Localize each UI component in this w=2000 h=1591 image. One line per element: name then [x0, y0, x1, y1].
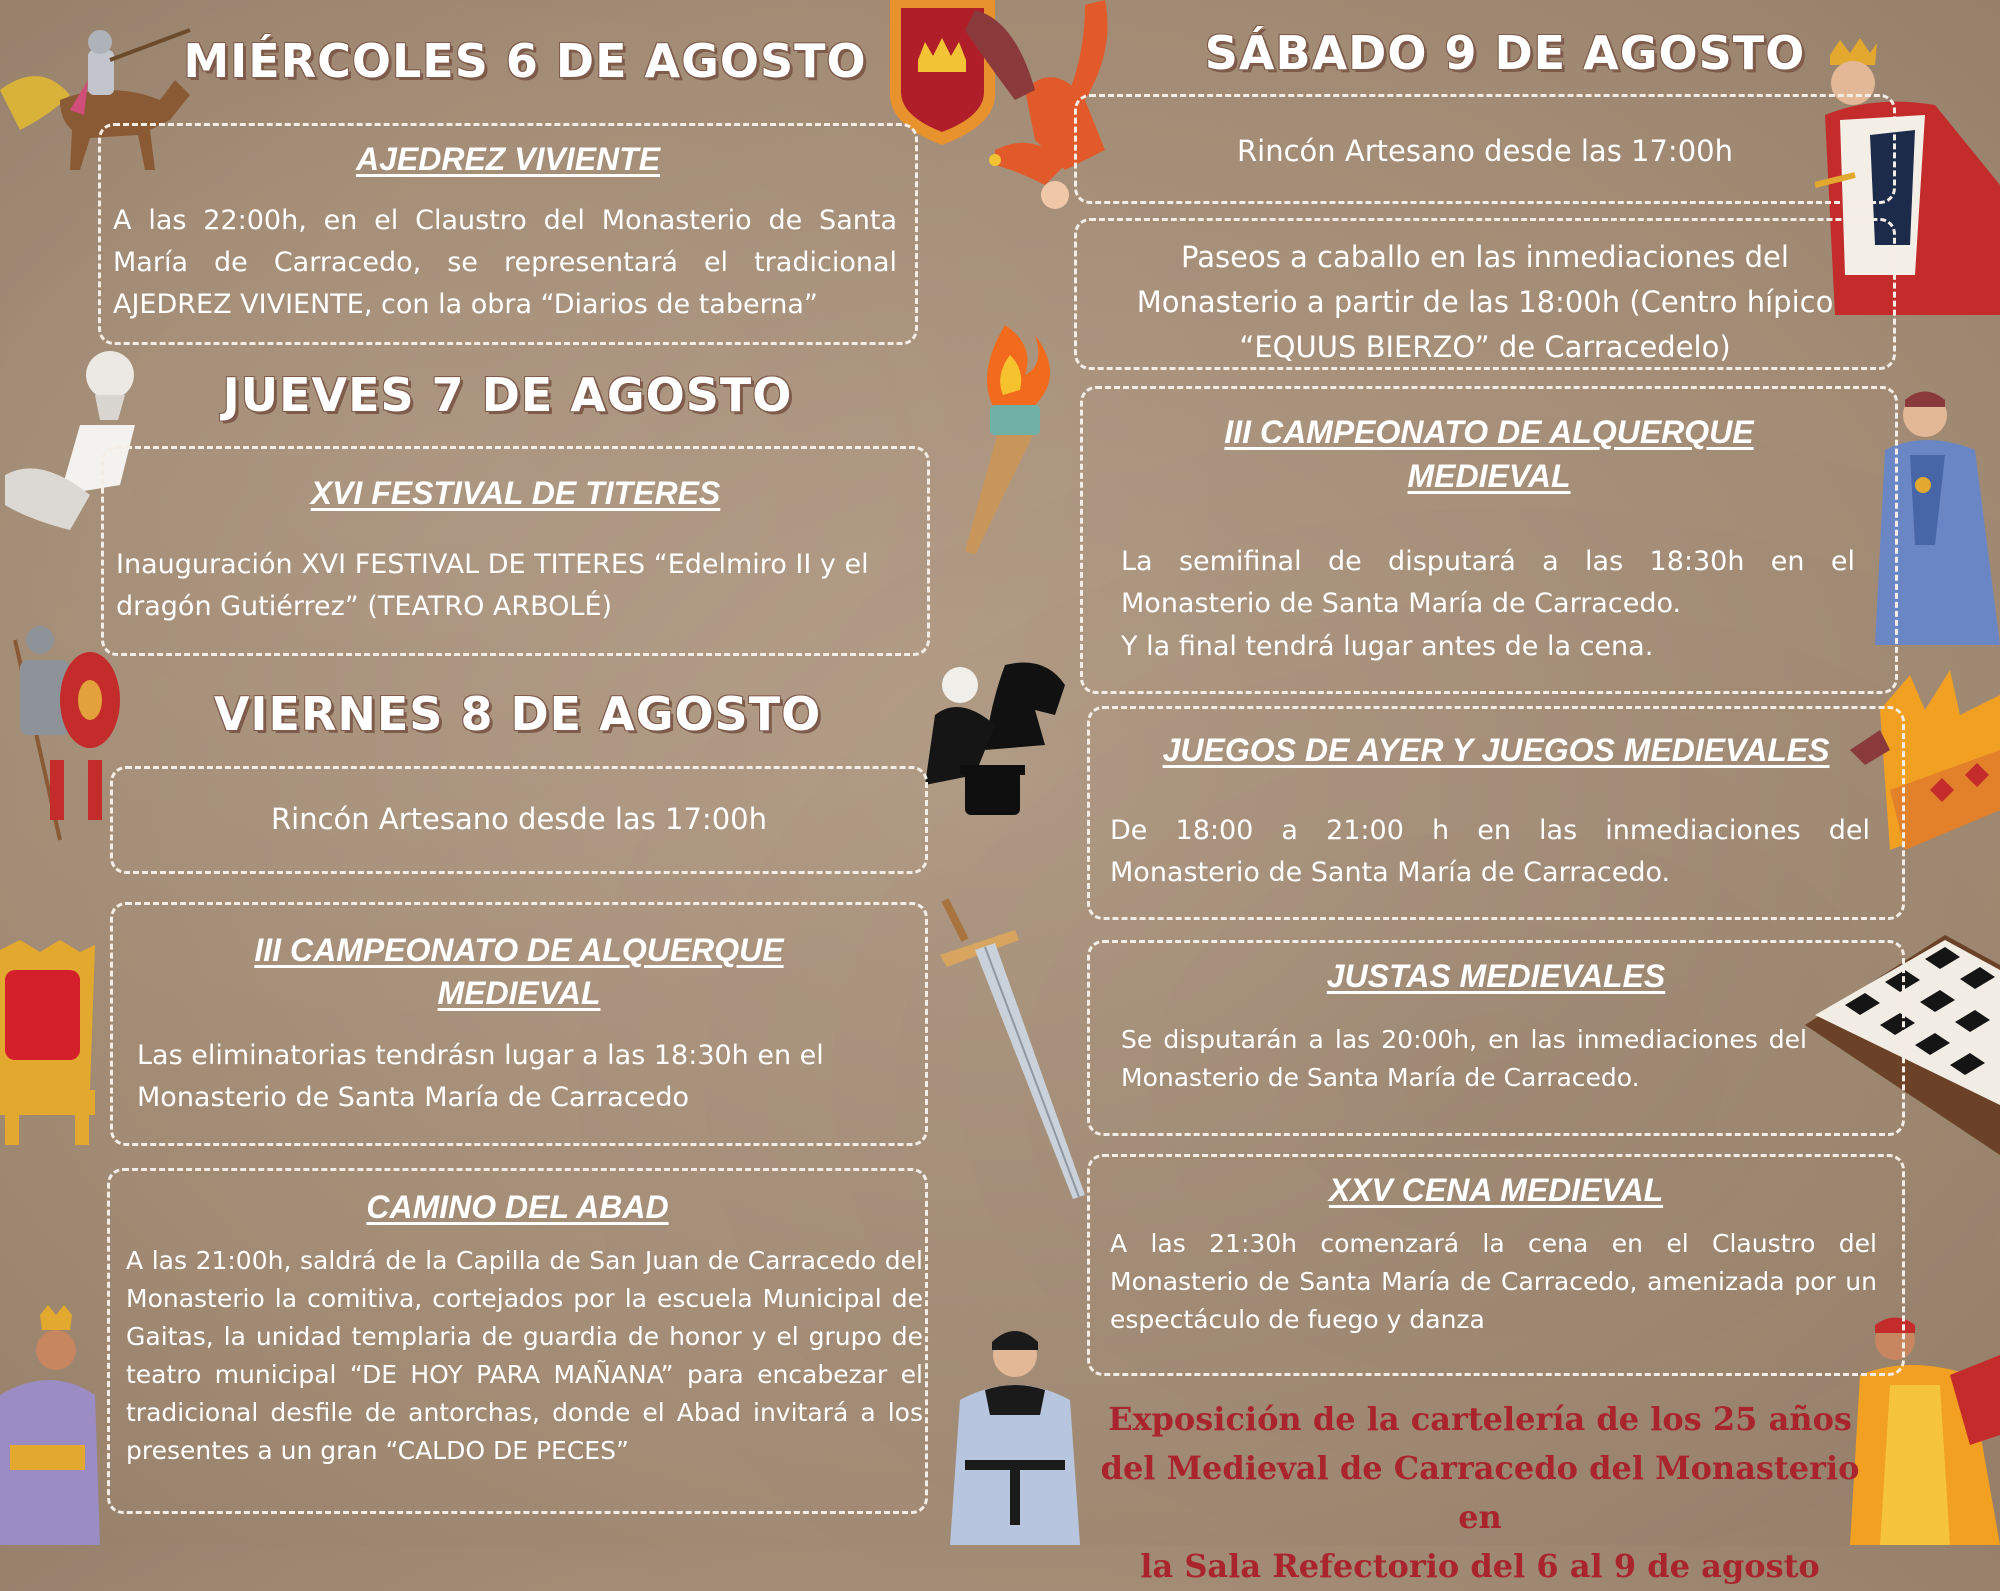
titeres-text: Inauguración XVI FESTIVAL DE TITERES “Edelmiro II y el dragón Gutiérrez” (TEATRO ARBOLÉ) — [116, 549, 869, 622]
friday-alquerque-title-line2: MEDIEVAL — [437, 975, 601, 1011]
exposicion-line-1: Exposición de la cartelería de los 25 años — [1108, 1400, 1852, 1438]
juegos-card — [1087, 706, 1905, 920]
justas-text: Se disputarán a las 20:00h, en las inmediaciones del Monasterio de Santa María de Carracedo. — [1121, 1025, 1807, 1092]
camino-abad-title: CAMINO DEL ABAD — [366, 1189, 669, 1225]
cena-medieval-title: XXV CENA MEDIEVAL — [1328, 1172, 1664, 1208]
friday-alquerque-card — [110, 902, 928, 1146]
ajedrez-viviente-text: A las 22:00h, en el Claustro del Monasterio de Santa María de Carracedo, se representará el tradicional AJEDREZ VIVIENTE, con la obra “Diarios de taberna” — [113, 205, 897, 320]
torch-icon — [935, 315, 1075, 565]
sword-icon — [935, 895, 1095, 1205]
justas-title: JUSTAS MEDIEVALES — [1326, 958, 1666, 994]
ajedrez-viviente-title: AJEDREZ VIVIENTE — [355, 141, 661, 177]
friday-artesano-card — [110, 766, 928, 874]
ajedrez-viviente-card — [98, 123, 918, 345]
saturday-alquerque-title-line1: III CAMPEONATO DE ALQUERQUE — [1224, 414, 1754, 450]
cena-medieval-card — [1087, 1154, 1905, 1376]
friday-day-title: VIERNES 8 DE AGOSTO — [213, 687, 822, 741]
wednesday-day-title: MIÉRCOLES 6 DE AGOSTO — [183, 34, 867, 88]
juegos-title: JUEGOS DE AYER Y JUEGOS MEDIEVALES — [1162, 732, 1830, 768]
saturday-artesano-text: Rincón Artesano desde las 17:00h — [1236, 134, 1733, 168]
saturday-alquerque-title-line2: MEDIEVAL — [1407, 458, 1571, 494]
saturday-artesano-card — [1074, 94, 1896, 204]
friday-artesano-text: Rincón Artesano desde las 17:00h — [270, 802, 767, 836]
exposicion-note — [1095, 1395, 1865, 1591]
saturday-alquerque-text-1: La semifinal de disputará a las 18:30h en el Monasterio de Santa María de Carracedo. — [1121, 546, 1855, 619]
camino-abad-card — [107, 1168, 928, 1514]
exposicion-line-2: del Medieval de Carracedo del Monasterio en — [1100, 1449, 1860, 1536]
justas-card — [1087, 940, 1905, 1136]
thursday-day-title: JUEVES 7 DE AGOSTO — [222, 368, 793, 422]
titeres-title: XVI FESTIVAL DE TITERES — [310, 475, 721, 511]
queen-icon — [0, 1305, 100, 1545]
camino-abad-text: A las 21:00h, saldrá de la Capilla de San Juan de Carracedo del Monasterio la comitiva, cortejados por la escuela Municipal de Gaitas, la unidad templaria de guardia de honor y el grupo de teatro municipal “DE HOY PARA MAÑANA” para encabezar el tradicional desfile de antorchas, donde el Abad invitará a los presentes a un gran “CALDO DE PECES” — [126, 1246, 923, 1465]
friday-alquerque-title-line1: III CAMPEONATO DE ALQUERQUE — [254, 932, 784, 968]
paseos-caballo-card — [1074, 218, 1896, 370]
friday-alquerque-text: Las eliminatorias tendrásn lugar a las 18:30h en el Monasterio de Santa María de Carracedo — [137, 1040, 824, 1113]
juegos-text: De 18:00 a 21:00 h en las inmediaciones del Monasterio de Santa María de Carracedo. — [1110, 815, 1870, 888]
exposicion-line-3: la Sala Refectorio del 6 al 9 de agosto — [1140, 1547, 1820, 1585]
saturday-alquerque-card — [1080, 386, 1898, 694]
titeres-card — [101, 446, 930, 656]
cena-medieval-text: A las 21:30h comenzará la cena en el Claustro del Monasterio de Santa María de Carracedo, amenizada por un espectáculo de fuego y danza — [1110, 1229, 1877, 1334]
monk-icon — [940, 1320, 1090, 1545]
saturday-alquerque-text-2: Y la final tendrá lugar antes de la cena. — [1121, 631, 1654, 662]
saturday-day-title: SÁBADO 9 DE AGOSTO — [1204, 26, 1806, 80]
throne-icon — [0, 940, 110, 1150]
paseos-caballo-text: Paseos a caballo en las inmediaciones del Monasterio a partir de las 18:00h (Centro hípico “EQUUS BIERZO” de Carracedelo) — [1136, 240, 1834, 364]
